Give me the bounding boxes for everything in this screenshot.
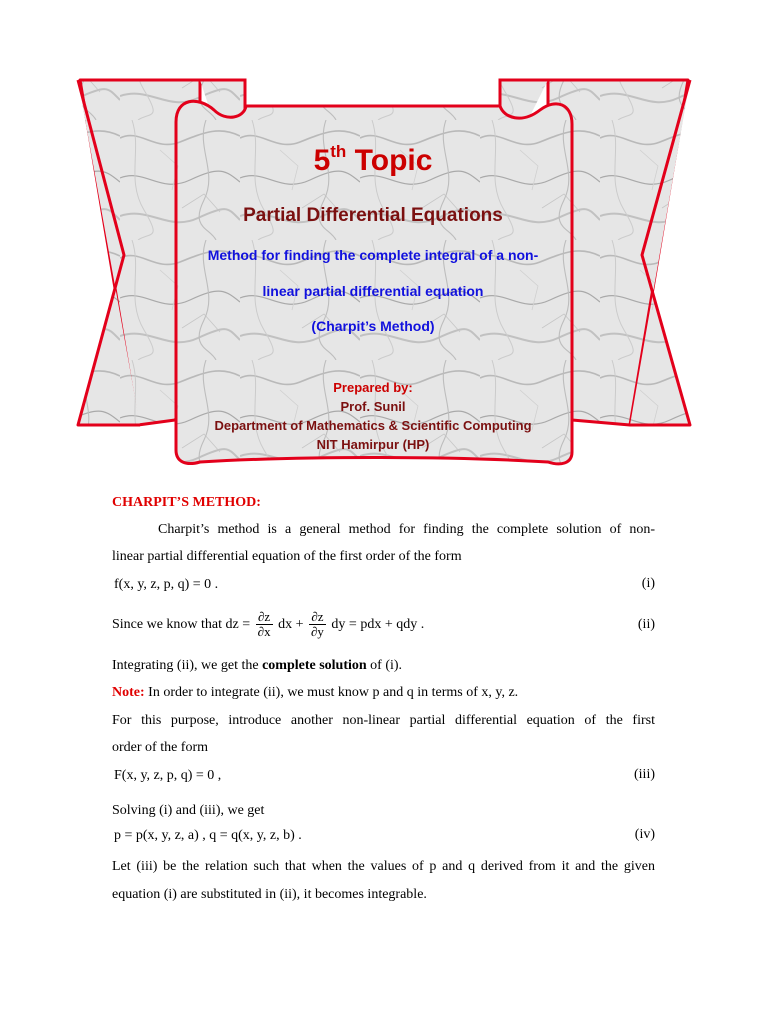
equation-3: F(x, y, z, p, q) = 0 , (114, 768, 222, 783)
paragraph-2-line-2: order of the form (112, 740, 209, 755)
solving-line: Solving (i) and (iii), we get (112, 803, 265, 818)
equation-1-label: (i) (641, 576, 655, 591)
author-name: Prof. Sunil (340, 399, 406, 414)
section-heading: CHARPIT’S METHOD: (112, 495, 261, 510)
equation-2-line (112, 610, 424, 640)
paragraph-1-line-2: linear partial differential equation of the first order of the form (112, 549, 462, 564)
integrating-line: Integrating (ii), we get the complete solution of (i). (112, 658, 403, 673)
partial-z-x-fraction: $\frac{\partial z}{\partial x}$ (257, 609, 271, 640)
method-line-1: Method for finding the complete integral of a non- (207, 247, 539, 263)
partial-z-y-fraction: $\frac{\partial z}{\partial y}$ (310, 609, 324, 640)
equation-2-label: (ii) (637, 617, 655, 632)
institute-name: NIT Hamirpur (HP) (316, 437, 430, 452)
prepared-by-label: Prepared by: (333, 380, 413, 395)
eq2-right: dy = pdx + qdy . (331, 617, 425, 632)
equation-4: p = p(x, y, z, a) , q = q(x, y, z, b) . (114, 828, 302, 843)
department-name: Department of Mathematics & Scientific Computing (214, 418, 532, 433)
eq2-left: dz = (225, 617, 251, 632)
method-line-2: linear partial differential equation (262, 283, 484, 299)
paragraph-2-line-1: For this purpose, introduce another non-linear partial differential equation of the first (112, 713, 655, 728)
paragraph-3-line-1: Let (iii) be the relation such that when the values of p and q derived from it and the given (112, 859, 655, 874)
paragraph-3-line-2: equation (i) are substituted in (ii), it becomes integrable. (112, 887, 427, 902)
subject-title: Partial Differential Equations (243, 205, 503, 226)
equation-4-label: (iv) (634, 827, 655, 842)
equation-1: f(x, y, z, p, q) = 0 . (114, 577, 219, 592)
equation-3-label: (iii) (634, 767, 655, 782)
paragraph-1-line-1: Charpit’s method is a general method for finding the complete solution of non- (158, 522, 655, 537)
note-line: Note: In order to integrate (ii), we must know p and q in terms of x, y, z. (112, 685, 519, 700)
note-label: Note: (112, 685, 145, 700)
since-text: Since we know that (112, 617, 223, 632)
method-line-3: (Charpit’s Method) (311, 318, 435, 334)
eq2-mid: dx + (278, 617, 304, 632)
topic-title: 5th Topic (313, 142, 433, 177)
